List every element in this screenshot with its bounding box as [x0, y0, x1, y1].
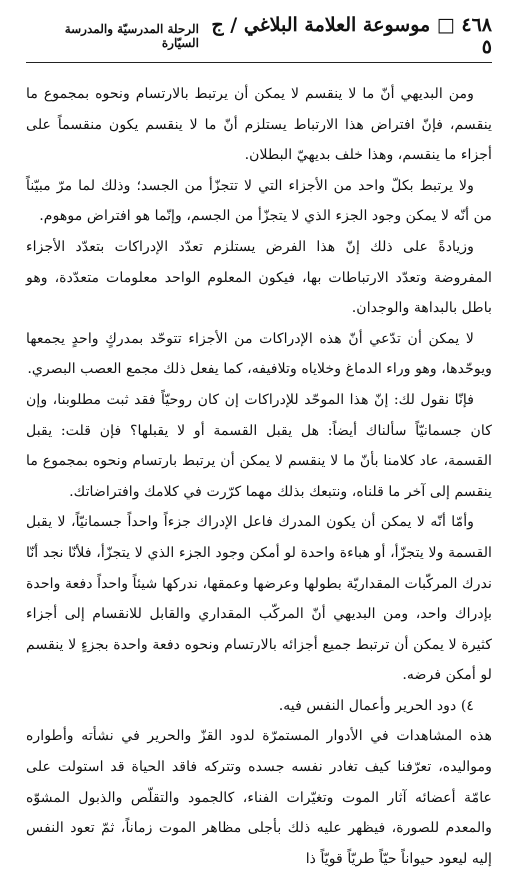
paragraph: لا يمكن أن تدّعي أنّ هذه الإدراكات من الأجزاء تتوحّد بمدركٍ واحدٍ يجمعها ويوحّدها، وهو وراء الدماغ وخلاياه وتلافيفه، كما يفعل ذلك مجمع العصب البصري. [26, 330, 492, 378]
header-chapter-title: الرحلة المدرسيّة والمدرسة السيّارة [64, 22, 199, 50]
paragraph: ولا يرتبط بكلّ واحد من الأجزاء التي لا تتجزّأ من الجسد؛ وذلك لما مرّ مبيّناً من أنّه لا يمكن وجود الجزء الذي لا يتجزّأ من الجسم، وإنّما هو افتراض موهوم. [26, 177, 492, 225]
running-header [26, 14, 492, 63]
paragraph: فإنّا نقول لك: إنّ هذا الموحّد للإدراكات إن كان روحيّاً فقد ثبت مطلوبنا، وإن كان جسمانيّاً سألناك أيضاً: هل يقبل القسمة أو لا يقبلها؟ فإن قلت: يقبل القسمة، عاد كلامنا بأنّ ما لا ينقسم لا يمكن أن يرتبط بارتسام ونحوه بمجموع ما ينقسم إلى آخر ما قلناه، ونتبعك بذلك مهما كرّرت في كلامك وافتراضاتك. [26, 391, 492, 500]
text-body [26, 79, 492, 874]
section-heading: ٤) دود الحرير وأعمال النفس فيه. [278, 697, 474, 714]
paragraph: وأمّا أنّه لا يمكن أن يكون المدرك فاعل الإدراك جزءاً واحداً جسمانيّاً، لا يقبل القسمة ولا يتجزّأ، أو هباءة واحدة لو أمكن وجود الجزء الذي لا يتجزّأ، فلأنّا نجد أنّا ندرك المركّبات المقداريّة بطولها وعرضها وعمقها، ندركها شيئاً واحداً دفعة واحدة بإدراك واحد، ومن البديهي أنّ المركّب المقداري والقابل للانقسام إلى أجزاء كثيرة لا يمكن أن ترتبط جميع أجزائه بالارتسام ونحوه دفعة واحدة بجزءٍ لا ينقسم لو أمكن فرضه. [26, 514, 492, 684]
header-page-title: ٤٦٨ □ موسوعة العلامة البلاغي / ج ٥ [211, 14, 492, 58]
paragraph: ومن البديهي أنّ ما لا ينقسم لا يمكن أن يرتبط بالارتسام ونحوه بمجموع ما ينقسم، فإنّ افتراض هذا الارتباط يستلزم أنّ ما لا ينقسم يكون منقسماً على أجزاء ما ينقسم، وهذا خلف بديهيّ البطلان. [26, 86, 492, 164]
paragraph: هذه المشاهدات في الأدوار المستمرّة لدود القزّ والحرير في نشأته وأطواره ومواليده، تعرّفنا كيف تغادر نفسه جسده وتتركه فاقد الحياة قد استولت على عامّة أعضائه آثار الموت وتغيّرات الفناء، كالجمود والتقلّص والذبول المشوّه والمعدم للصورة، فيظهر عليه ذلك بأجلى مظاهر الموت زماناً، ثمّ تعود النفس إليه ليعود حيواناً حيّاً طريّاً قويّاً ذا [26, 728, 492, 867]
paragraph: وزيادةً على ذلك إنّ هذا الفرض يستلزم تعدّد الإدراكات بتعدّد الأجزاء المفروضة وتعدّد الارتباطات بها، فيكون المعلوم الواحد معلومات متعدّدة، وهو باطل بالبداهة والوجدان. [26, 238, 492, 317]
